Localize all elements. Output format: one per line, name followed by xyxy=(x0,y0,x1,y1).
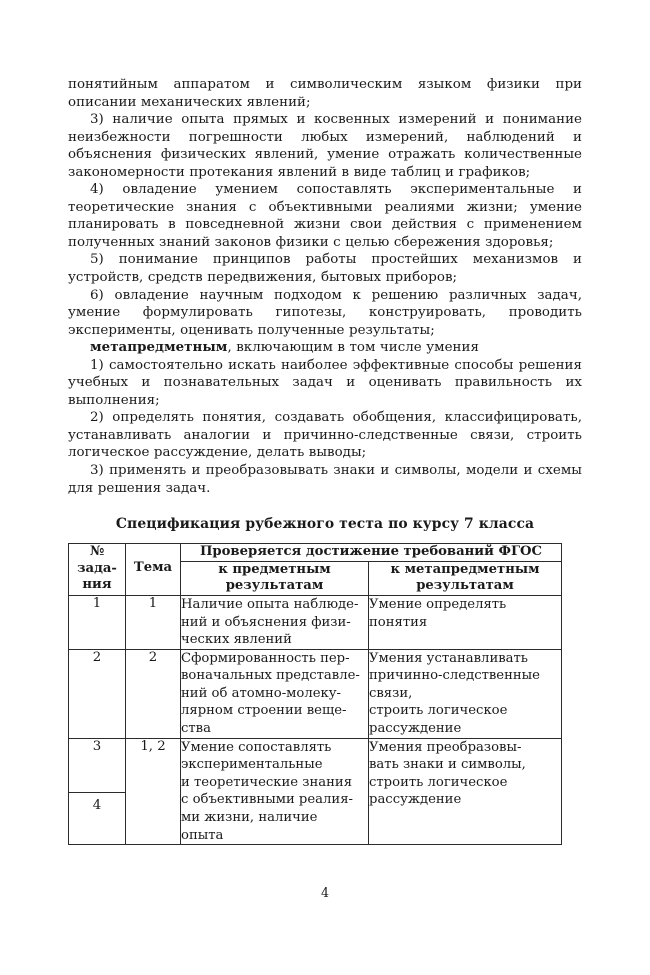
table-row xyxy=(69,649,562,738)
header-metasubject-results xyxy=(369,561,562,595)
paragraph-meta-3: 3) применять и преобразовывать знаки и символы, модели и схемы для решения задач. xyxy=(68,463,582,496)
metasubject-lead-rest: , включающим в том числе умения xyxy=(227,340,479,356)
cell-metasubject-results xyxy=(369,649,562,738)
header-theme-label: Тема xyxy=(133,560,173,576)
table-header xyxy=(69,544,562,596)
cell-line: причинно-следственные xyxy=(369,668,540,684)
table-title: Спецификация рубежного теста по курсу 7 класса xyxy=(115,516,535,533)
header-theme xyxy=(126,544,181,596)
paragraph-continuation: понятийным аппаратом и символическим языком физики при описании механических явлений; xyxy=(68,77,582,110)
header-task-number-line-2: зада- xyxy=(77,560,117,576)
header-metasubject-results-line-1: к метапредметным xyxy=(390,561,540,577)
cell-line: с объективными реалия- xyxy=(181,792,353,808)
cell-metasubject-results xyxy=(369,738,562,845)
cell-line: понятия xyxy=(369,614,428,630)
cell-theme: 2 xyxy=(126,649,181,738)
cell-line: рассуждение xyxy=(369,792,462,808)
cell-line: Сформированность пер- xyxy=(181,650,350,666)
cell-task-number: 4 xyxy=(69,793,126,845)
cell-line: вать знаки и символы, xyxy=(369,757,526,773)
paragraph-item-3: 3) наличие опыта прямых и косвенных измерений и понимание неизбежности погрешности любых измерений, наблюдений и объяснения физических явлений, умение отражать количественные закономерности протекания явлений в виде таблиц и графиков; xyxy=(68,112,582,180)
table-row xyxy=(69,595,562,649)
cell-task-number: 3 xyxy=(69,738,126,792)
header-fgos-group: Проверяется достижение требований ФГОС xyxy=(181,544,562,562)
cell-line: Умение определять xyxy=(369,596,507,612)
cell-line: экспериментальные xyxy=(181,757,323,773)
cell-line: опыта xyxy=(181,827,224,843)
cell-line: Умения устанавливать xyxy=(369,650,528,666)
cell-metasubject-results xyxy=(369,595,562,649)
header-subject-results xyxy=(181,561,369,595)
table-row xyxy=(69,738,562,792)
cell-line: строить логическое xyxy=(369,774,508,790)
header-task-number-line-3: ния xyxy=(82,577,112,593)
cell-line: Умение сопоставлять xyxy=(181,739,332,755)
cell-task-number: 1 xyxy=(69,595,126,649)
cell-line: ства xyxy=(181,721,211,737)
cell-task-number: 2 xyxy=(69,649,126,738)
cell-line: ческих явлений xyxy=(181,632,292,648)
table-body xyxy=(69,595,562,844)
header-metasubject-results-line-2: результатам xyxy=(416,578,514,594)
paragraph-item-5: 5) понимание принципов работы простейших механизмов и устройств, средств передвижения, бытовых приборов; xyxy=(68,252,582,286)
header-task-number xyxy=(69,544,126,596)
cell-theme: 1, 2 xyxy=(126,738,181,845)
paragraph-item-6: 6) овладение научным подходом к решению различных задач, умение формулировать гипотезы, конструировать, проводить эксперименты, оценивать полученные результаты; xyxy=(68,287,582,338)
table-header-row-1 xyxy=(69,544,562,562)
cell-line: ний и объяснения физи- xyxy=(181,614,351,630)
cell-theme: 1 xyxy=(126,595,181,649)
cell-subject-results xyxy=(181,649,369,738)
paragraph-metasubject-lead xyxy=(68,339,582,357)
paragraph-meta-2: 2) определять понятия, создавать обобщения, классифицировать, устанавливать аналогии и причинно-следственные связи, строить логическое рассуждение, делать выводы; xyxy=(68,410,582,461)
paragraph-meta-1: 1) самостоятельно искать наиболее эффективные способы решения учебных и познавательных задач и оценивать правильность их выполнения; xyxy=(68,357,582,408)
cell-line: строить логическое xyxy=(369,703,508,719)
metasubject-term: метапредметным xyxy=(90,339,228,356)
cell-line: связи, xyxy=(369,685,413,701)
cell-line: Наличие опыта наблюде- xyxy=(181,596,359,612)
header-task-number-line-1: № xyxy=(89,544,105,560)
cell-line: воначальных представле- xyxy=(181,668,360,684)
cell-line: лярном строении веще- xyxy=(181,703,347,719)
header-subject-results-line-2: результатам xyxy=(225,578,324,594)
specification-table xyxy=(68,543,562,845)
cell-line: Умения преобразовы- xyxy=(369,739,522,755)
cell-line: ний об атомно-молеку- xyxy=(181,685,342,701)
cell-line: рассуждение xyxy=(369,721,462,737)
page-content xyxy=(68,76,582,845)
page-number: 4 xyxy=(320,885,329,900)
cell-subject-results xyxy=(181,738,369,845)
cell-subject-results xyxy=(181,595,369,649)
header-subject-results-line-1: к предметным xyxy=(218,561,331,577)
cell-line: и теоретические знания xyxy=(181,774,353,790)
cell-line: ми жизни, наличие xyxy=(181,810,318,826)
paragraph-item-4: 4) овладение умением сопоставлять экспериментальные и теоретические знания с объективными реалиями жизни; умение планировать в повседневной жизни свои действия с применением полученных знаний законов физики с целью сбережения здоровья; xyxy=(68,182,582,250)
